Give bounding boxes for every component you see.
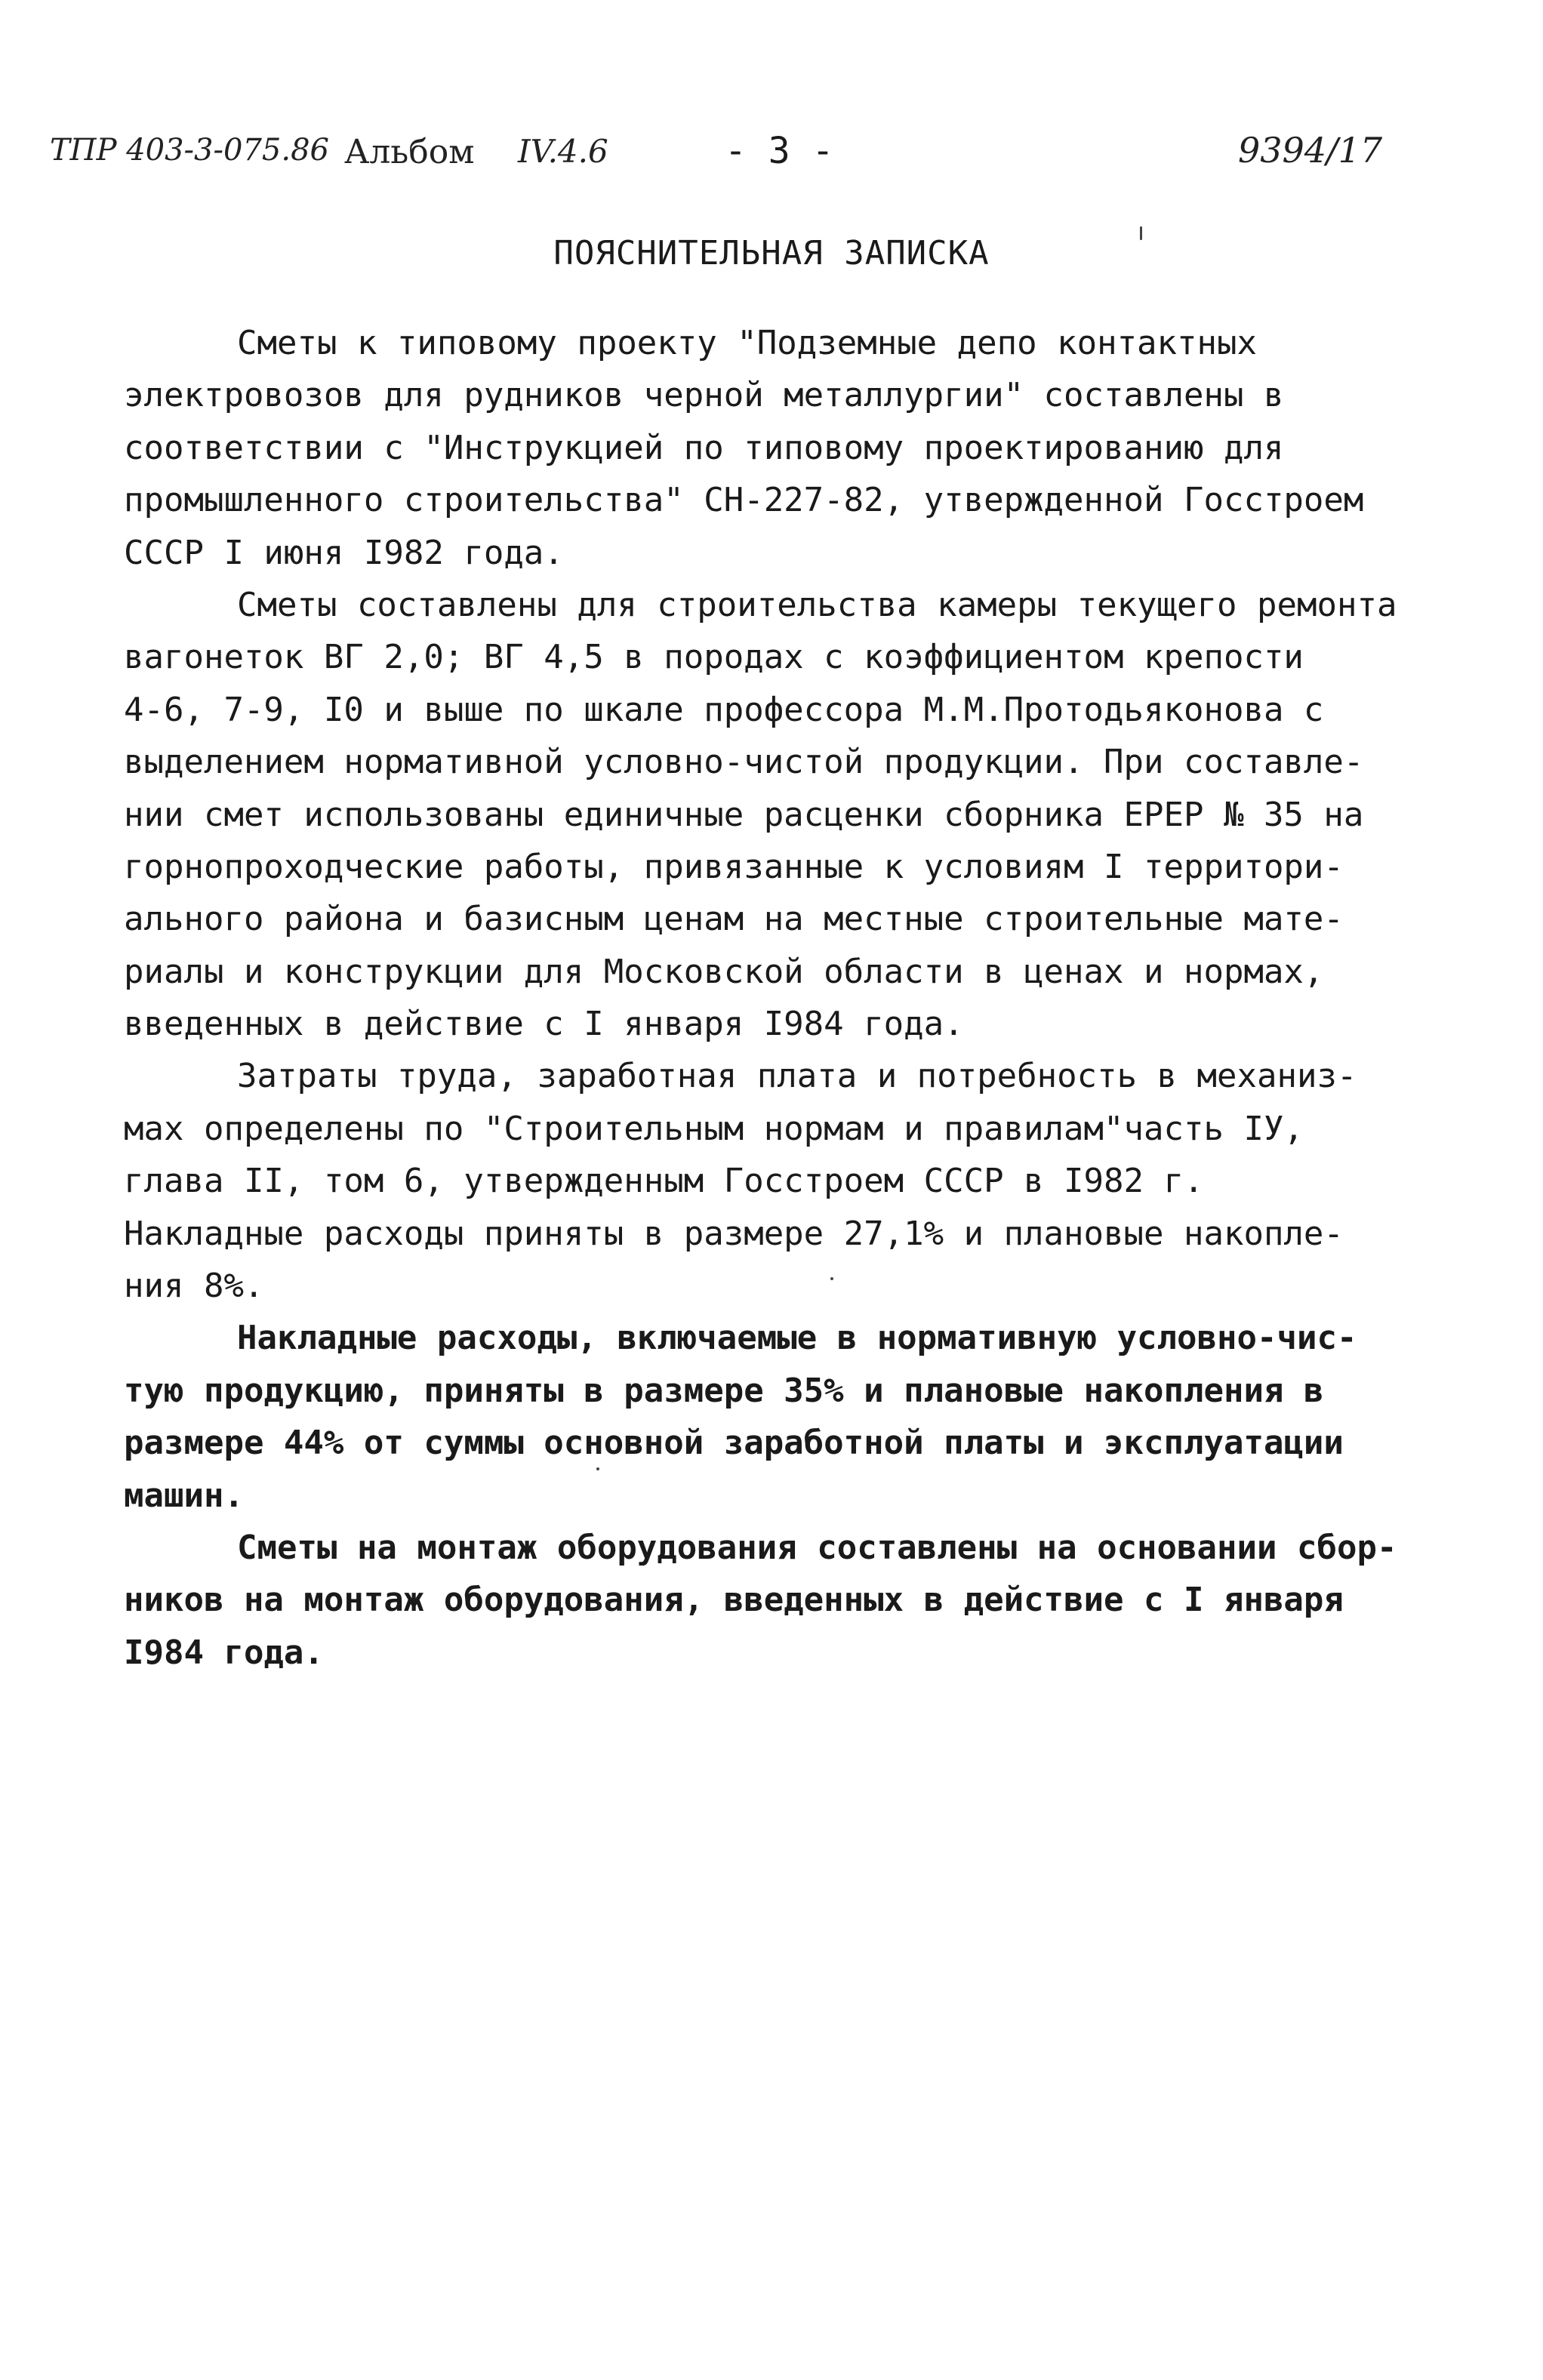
paragraph-1 <box>124 317 1483 579</box>
document-title: ПОЯСНИТЕЛЬНАЯ ЗАПИСКА <box>553 234 990 272</box>
paragraph-line: глава II, том 6, утвержденным Госстроем СССР в I982 г. <box>124 1162 1204 1201</box>
paragraph-line: нии смет использованы единичные расценки сборника ЕРЕР № 35 на <box>124 795 1364 834</box>
paragraph-line: машин. <box>124 1476 244 1515</box>
paragraph-line: Сметы к типовому проекту "Подземные депо контактных <box>237 324 1258 362</box>
paragraph-3 <box>124 1050 1483 1312</box>
paragraph-line: размере 44% от суммы основной заработной платы и эксплуатации <box>124 1424 1344 1463</box>
paragraph-line: горнопроходческие работы, привязанные к условиям I территори- <box>124 847 1344 886</box>
paragraph-line: Накладные расходы, включаемые в нормативную условно-чис- <box>237 1319 1357 1358</box>
scan-speck <box>596 1467 599 1470</box>
paragraph-5 <box>124 1522 1483 1679</box>
paragraph-line: выделением нормативной условно-чистой продукции. При составле- <box>124 743 1364 782</box>
paragraph-line: I984 года. <box>124 1633 324 1672</box>
explanatory-note-body <box>124 317 1483 1679</box>
paragraph-line: Сметы на монтаж оборудования составлены на основании сбор- <box>237 1528 1397 1567</box>
scan-speck <box>830 1277 833 1280</box>
paragraph-line: 4-6, 7-9, I0 и выше по шкале профессора М.М.Протодьяконова с <box>124 690 1324 729</box>
paragraph-line: тую продукцию, приняты в размере 35% и плановые накопления в <box>124 1371 1324 1410</box>
paragraph-line: Накладные расходы приняты в размере 27,1% и плановые накопле- <box>124 1214 1344 1253</box>
paragraph-4 <box>124 1312 1483 1522</box>
paragraph-line: мах определены по "Строительным нормам и правилам"часть IУ, <box>124 1109 1304 1148</box>
paragraph-line: вагонеток ВГ 2,0; ВГ 4,5 в породах с коэффициентом крепости <box>124 638 1304 677</box>
page-number: - 3 - <box>725 130 834 172</box>
document-code: ТПР 403-3-075.86 <box>50 133 329 168</box>
paragraph-line: Сметы составлены для строительства камеры текущего ремонта <box>237 585 1397 624</box>
paragraph-line: риалы и конструкции для Московской области в ценах и нормах, <box>124 952 1324 991</box>
sheet-code: 9394/17 <box>1238 130 1383 171</box>
scan-speck <box>1140 226 1142 240</box>
paragraph-line: промышленного строительства" СН-227-82, утвержденной Госстроем <box>124 481 1364 520</box>
paragraph-line: ния 8%. <box>124 1267 264 1306</box>
paragraph-line: СССР I июня I982 года. <box>124 533 564 572</box>
paragraph-line: ального района и базисным ценам на местные строительные мате- <box>124 900 1344 939</box>
paragraph-line: соответствии с "Инструкцией по типовому проектированию для <box>124 428 1284 467</box>
album-label: Альбом <box>344 133 475 171</box>
paragraph-line: ников на монтаж оборудования, введенных в действие с I января <box>124 1581 1344 1620</box>
paragraph-line: введенных в действие с I января I984 года. <box>124 1005 964 1044</box>
paragraph-line: электровозов для рудников черной металлургии" составлены в <box>124 376 1284 415</box>
paragraph-line: Затраты труда, заработная плата и потребность в механиз- <box>237 1057 1357 1096</box>
paragraph-2 <box>124 579 1483 1051</box>
album-number: IV.4.6 <box>518 133 608 170</box>
